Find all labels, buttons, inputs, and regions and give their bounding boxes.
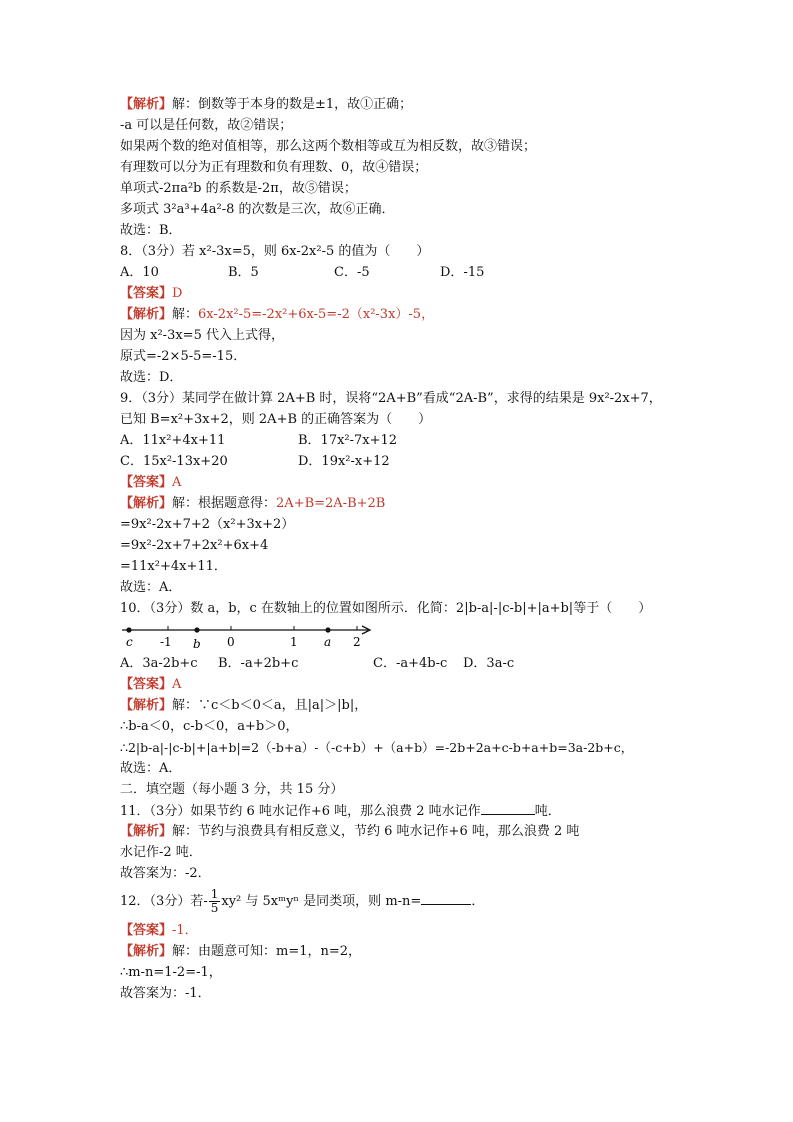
answer-tag: 【答案】 [120, 286, 173, 301]
q9-answer [120, 472, 680, 493]
q11-stem-tail: 吨． [534, 804, 561, 819]
analysis-tag: 【解析】 [120, 97, 173, 112]
q7-analysis-line-6: 多项式 3²a³+4a²-8 的次数是三次，故⑥正确． [120, 202, 395, 217]
point-label-c: c [126, 635, 133, 649]
q8-options [120, 262, 680, 283]
number-line-figure [120, 619, 680, 653]
q9-analysis-line-1 [120, 493, 680, 514]
q7-analysis-line-1 [120, 94, 680, 115]
analysis-tag: 【解析】 [120, 496, 173, 511]
q7-choice: 故选：B． [120, 223, 182, 238]
analysis-tag: 【解析】 [120, 307, 173, 322]
q9-answer-value: A [172, 475, 182, 490]
q8-answer-value: D [172, 286, 183, 301]
section-2-title: 二．填空题（每小题 3 分，共 15 分） [120, 782, 344, 797]
point-label-b: b [193, 637, 201, 651]
analysis-tag: 【解析】 [120, 824, 173, 839]
q9-analysis-line-4: =11x²+4x+11． [120, 559, 227, 574]
q8-option-d: D．-15 [440, 265, 485, 280]
q12-stem-text: 12．（3分）若- [120, 894, 208, 909]
q7-analysis-line-2: -a 可以是任何数，故②错误； [120, 118, 293, 133]
q12-analysis-text: 解：由题意可知：m=1，n=2， [172, 944, 362, 959]
q8-analysis-lead: 解： [172, 307, 199, 322]
q10-answer-value: A [172, 677, 182, 692]
document-page [120, 94, 680, 1004]
q9-stem-line-2: 已知 B=x²+3x+2，则 2A+B 的正确答案为（ ） [120, 412, 432, 427]
q9-analysis-line-2: =9x²-2x+7+2（x²+3x+2） [120, 517, 295, 532]
q8-analysis-line-3: 原式=-2×5-5=-15． [120, 349, 247, 364]
number-line-svg [120, 619, 380, 653]
q10-stem: 10．（3分）数 a，b，c 在数轴上的位置如图所示．化简：2|b-a|-|c-b|+|a+b|等于（ ） [120, 601, 652, 616]
q8-answer [120, 283, 680, 304]
q10-answer [120, 674, 680, 695]
q11-analysis-line-2: 水记作-2 吨． [120, 845, 202, 860]
tick-label: 2 [353, 635, 361, 649]
q10-option-d: D．3a-c [463, 656, 515, 671]
q7-analysis-text: 解：倒数等于本身的数是±1，故①正确； [172, 97, 413, 112]
q12-analysis-line-2: ∴m-n=1-2=-1， [120, 965, 222, 980]
q12-answer [120, 920, 680, 941]
answer-tag: 【答案】 [120, 677, 173, 692]
q10-analysis-line-2: ∴b-a＜0，c-b＜0，a+b＞0， [120, 719, 299, 734]
tick-label: -1 [160, 635, 172, 649]
q8-analysis-line-2: 因为 x²-3x=5 代入上式得， [120, 328, 284, 343]
q11-analysis-line-1 [120, 821, 680, 842]
q11-stem-text: 11．（3分）如果节约 6 吨水记作+6 吨，那么浪费 2 吨水记作 [120, 804, 481, 819]
fraction-denominator: 5 [210, 901, 219, 915]
q7-analysis-line-3: 如果两个数的绝对值相等，那么这两个数相等或互为相反数，故③错误； [120, 139, 537, 154]
q12-answer-blank [421, 890, 471, 905]
fraction [209, 888, 221, 915]
q9-stem-line-1: 9．（3分）某同学在做计算 2A+B 时，误将“2A+B”看成“2A-B”，求得的结果是 9x²-2x+7， [120, 391, 662, 406]
q9-analysis-line-3: =9x²-2x+7+2x²+6x+4 [120, 538, 269, 553]
fraction-numerator: 1 [210, 887, 219, 901]
q12-analysis-line-1 [120, 941, 680, 962]
point-c [126, 627, 131, 632]
q8-choice: 故选：D． [120, 370, 183, 385]
q9-options-row-2 [120, 451, 680, 472]
answer-tag: 【答案】 [120, 923, 173, 938]
q8-stem: 8．（3分）若 x²-3x=5，则 6x-2x²-5 的值为（ ） [120, 244, 430, 259]
point-label-a: a [324, 635, 332, 649]
q7-analysis-line-5: 单项式-2πa²b 的系数是-2π，故⑤错误； [120, 181, 357, 196]
point-a [325, 627, 330, 632]
q10-analysis-text: 解：∵c＜b＜0＜a，且|a|＞|b|， [172, 698, 368, 713]
q10-choice: 故选：A． [120, 761, 182, 776]
q8-option-b: B．5 [228, 265, 259, 280]
q10-option-c: C．-a+4b-c [373, 656, 448, 671]
q9-option-a: A．11x²+4x+11 [120, 433, 226, 448]
analysis-tag: 【解析】 [120, 944, 173, 959]
q11-answer-line: 故答案为：-2． [120, 866, 211, 881]
q11-answer-blank [481, 800, 535, 815]
q10-analysis-line-3: ∴2|b-a|-|c-b|+|a+b|=2（-b+a）-（-c+b）+（a+b）=-2b+2a+c-b+a+b=3a-2b+c， [120, 740, 634, 755]
analysis-tag: 【解析】 [120, 698, 173, 713]
q9-choice: 故选：A． [120, 580, 182, 595]
q9-analysis-eq: 2A+B=2A-B+2B [276, 496, 386, 511]
q9-option-c: C．15x²-13x+20 [120, 454, 228, 469]
q9-option-b: B．17x²-7x+12 [298, 433, 398, 448]
q10-option-b: B．-a+2b+c [218, 656, 299, 671]
q7-analysis-line-4: 有理数可以分为正有理数和负有理数、0，故④错误； [120, 160, 428, 175]
q8-option-a: A．10 [120, 265, 159, 280]
tick-label: 0 [227, 635, 235, 649]
q12-answer-line: 故答案为：-1． [120, 986, 211, 1001]
q10-options [120, 653, 680, 674]
answer-tag: 【答案】 [120, 475, 173, 490]
tick-label: 1 [290, 635, 298, 649]
q8-analysis-eq: 6x-2x²-5=-2x²+6x-5=-2（x²-3x）-5， [198, 307, 435, 322]
q10-option-a: A．3a-2b+c [120, 656, 198, 671]
q12-stem [120, 884, 680, 920]
q10-analysis-line-1 [120, 695, 680, 716]
q12-stem-tail: ． [471, 894, 485, 909]
q12-stem-mid: xy² 与 5xᵐyⁿ 是同类项，则 m-n= [221, 894, 422, 909]
q8-analysis-line-1 [120, 304, 680, 325]
q12-answer-value: -1． [172, 923, 198, 938]
q9-option-d: D．19x²-x+12 [298, 454, 390, 469]
q9-options-row-1 [120, 430, 680, 451]
q11-stem [120, 800, 680, 821]
point-b [194, 627, 199, 632]
q8-option-c: C．-5 [334, 265, 370, 280]
q9-analysis-lead: 解：根据题意得： [172, 496, 277, 511]
q11-analysis-text: 解：节约与浪费具有相反意义，节约 6 吨水记作+6 吨，那么浪费 2 吨 [172, 824, 580, 839]
